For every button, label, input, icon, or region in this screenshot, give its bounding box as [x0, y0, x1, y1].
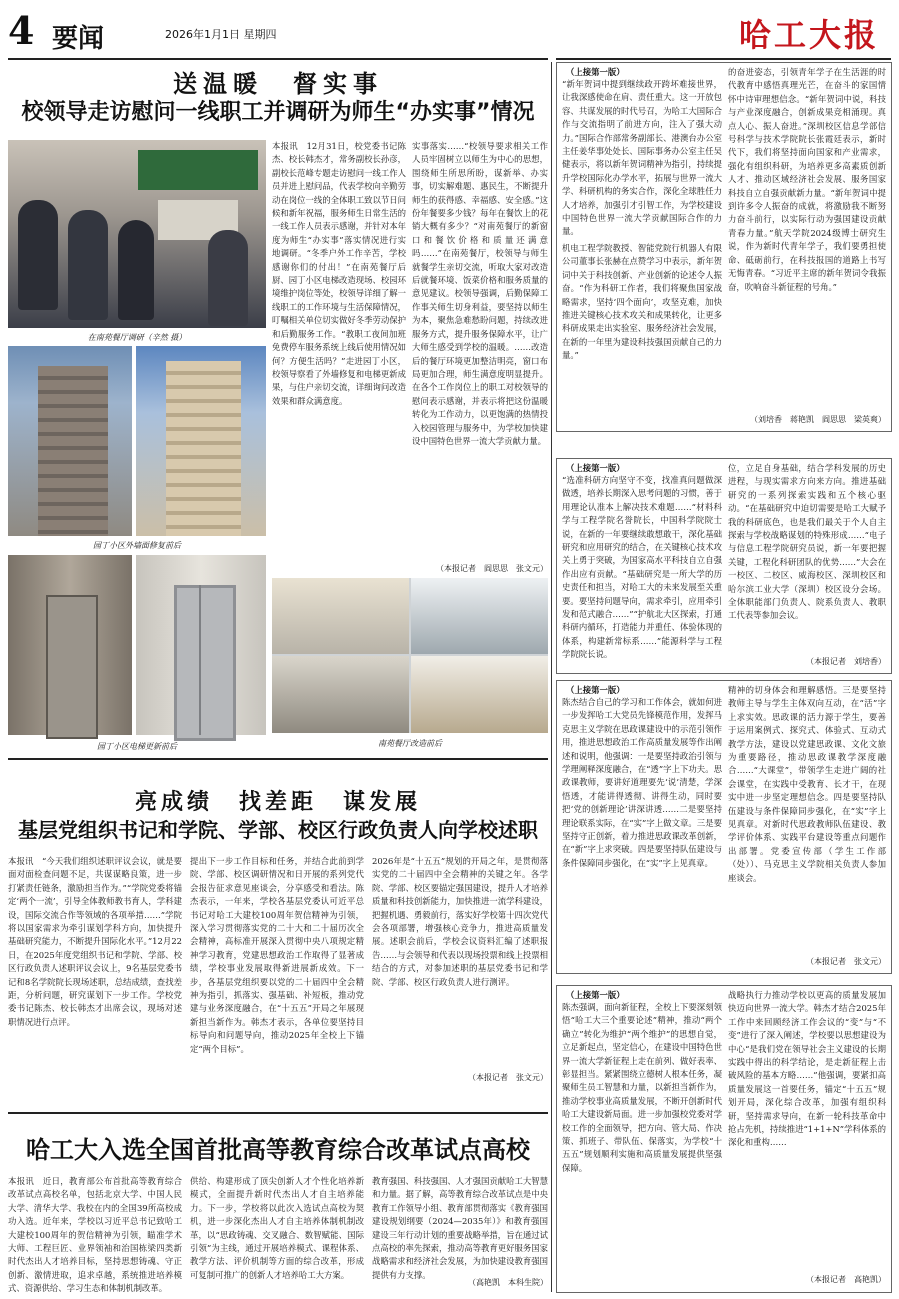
page-number: 4: [8, 8, 35, 53]
continued-label-1: （上接第一版）: [566, 67, 625, 77]
photo4-caption: 南苑餐厅改造前后: [378, 739, 442, 748]
photo-canteen-visit: [8, 140, 266, 328]
article2-col2: 提出下一步工作目标和任务，并结合此前到学院、学部、校区调研情况和日开展的系列党代会报告征求意见座谈会，分享感受和看法。陈杰表示，一年来，学校各基层党委认可近平总书记对哈工大建校100周年贺信精神为引领，深入学习贯彻落实党的二十大和二十届历次全会精神，高标准开展深入贯彻中央八项规定精神学习教育，党建思想政治工作取得了显著成绩，学校事业发展取得新进展新成效。下一步，各基层党组织要以党的二十届四中全会精神为指引，抓落实、强基础、补短板，推动党建与业务深度融合，在“十五五”开局之年展现新担当新作为。韩杰才表示，各单位要坚持目标导向和问题导向，推动2025年全校上下锚定“两个目标”。: [190, 856, 364, 1054]
article1-kicker: 送温暖 督实事: [173, 69, 383, 98]
photo-elevator-after: [136, 555, 266, 735]
photo2-caption: 园丁小区外墙面修复前后: [93, 541, 181, 550]
article3-headline: 哈工大入选全国首批高等教育综合改革试点高校: [26, 1136, 530, 1164]
article2-col1: 本报讯 “今天我们组织述职评议会议，就是要面对面检查问题不足，共谋谋略良策，进一步打紧责任链条，激励担当作为。”“学院党委将锚定‘两个一流’，引导全体教师教书育人，学科建设，国际交流合作等领域的各项举措……”学院将以国家需求为牵引谋划学科方向，加快提升基础研究能力，不断提升国际化水平。”12月22日，在2025年度党组织书记和学院、学部、校区行政负责人述职评议会议上，9名基层党委书记和8名学院院长现场述职，总结成绩，查找差距，分析问题，研究谋划下一步工作。学校党委书记陈杰、校长韩杰才出席会议，现场对述职情况进行点评。: [8, 856, 182, 1027]
box1-byline: （刘培香 蒋艳凯 阎思思 梁英爽）: [750, 415, 886, 424]
box2-byline: （本报记者 刘培香）: [806, 657, 886, 666]
article3-byline: （高艳凯 本科生院）: [468, 1278, 548, 1287]
photo3-caption: 园丁小区电梯更新前后: [97, 742, 177, 751]
issue-date: 2026年1月1日 星期四: [165, 28, 277, 41]
continued-label-3: （上接第一版）: [566, 685, 625, 695]
column-divider: [551, 62, 552, 1292]
article1-col2: 实事落实……“校领导要求相关工作人员牢固树立以师生为中心的思想，围绕师生所思所盼，谋新举、办实事，切实解难题、惠民生，不断提升师生的获得感、幸福感、安全感。”这份年餐要多少钱？每年在餐饮上的花销大概有多少？“对南苑餐厅的新窗口和餐饮价格和质量还满意吗……”在南苑餐厅，校领导与师生就餐学生亲切交流，听取大家对改造后就餐环境、饭菜价格和服务质量的意见建议。校领导强调，后勤保障工作事关师生切身利益，要坚持以师生为本，聚焦急难愁盼问题，持续改进服务方式，提升服务保障水平，让广大师生感受到学校的温暖。……改造后的餐厅环境更加整洁明亮，窗口布局更加合理，师生满意度明显提升。在各个工作岗位上的职工对校领导的慰问表示感谢，并表示将把这份温暖转化为工作动力，以更饱满的热情投入校园管理与服务中，为学校加快建设中国特色世界一流大学贡献力量。: [412, 141, 548, 446]
continued-label-2: （上接第一版）: [566, 463, 625, 473]
divider: [8, 758, 548, 760]
article2-kicker: 亮成绩 找差距 谋发展: [134, 789, 421, 815]
article2-headline: 基层党组织书记和学院、学部、校区行政负责人向学校述职: [18, 818, 538, 842]
photo-building-after: [136, 346, 266, 536]
article1-col1: 本报讯 12月31日，校党委书记陈杰、校长韩杰才，常务副校长孙彦，副校长范峰专题走访慰问一线工作人员并进上慰问品，代表学校向辛勤劳动在岗位一线的全体职工致以节日问候和新年祝福，服务师生日常生活的一线工作人员表示感谢，并针对本年度为师生“办实事”落实情况进行实地调研。“冬季户外工作辛苦，学校感谢你们的付出！”在南苑餐厅后厨、园丁小区电梯改造现场、校园环境维护岗位等处，校领导详细了解一线职工的工作环境与生活保障情况，叮嘱相关单位切实做好冬季劳动保护和后勤服务工作。“教职工夜间加班免费停车服务系统上线后使用情况如何？方便生活吗？”走进园丁小区，校领导察看了外墙修复和电梯更新成果，与住户亲切交流，详细询问改造效果和群众满意度。: [272, 141, 406, 406]
article3-col2: 供给、构建形成了顶尖创新人才个性化培养新模式，全面提升新时代杰出人才自主培养能力。下一步，学校将以此次入选试点高校为契机，进一步深化杰出人才自主培养体制机制改革，以“思政铸魂、交叉融合、数智赋能、国际引领”为主线，通过开展培养模式、课程体系、教学方法、评价机制等方面的综合改革，形成可复制可推广的创新人才培养哈工大方案。: [190, 1176, 364, 1280]
article1-byline: （本报记者 阎思思 张文元）: [436, 564, 548, 573]
box4-col1: 陈杰强调，面向新征程，全校上下要深刻领悟“哈工大三个重要论述”精神，推动“两个确立”转化为维护“两个维护”的思想自觉，立足新起点，坚定信心，在建设中国特色世界一流大学新征程上走在前列、做好表率、彰显担当。紧紧围绕立德树人根本任务，凝聚师生员工智慧和力量，以新担当新作为，推动学校事业高质量发展，不断开创新时代哈工大建设新局面。进一步加强校党委对学校工作的全面领导，把方向、管大局、作决策、抓班子、带队伍、保落实，为学校“十五五”规划顺利实施和高质量发展提供坚强保障。: [562, 1002, 722, 1173]
article2-byline: （本报记者 张文元）: [468, 1073, 548, 1082]
photo-canteen-renovation: [272, 578, 548, 733]
photo1-caption: 在南苑餐厅调研（辛然 摄）: [87, 333, 187, 342]
section-title: 要闻: [52, 24, 105, 54]
box3-col1: 陈杰结合自己的学习和工作体会，就如何进一步发挥哈工大党员先锋模范作用，发挥马克思主义学院在思政课建设中的示范引领作用，推进思想政治工作高质量发展等作出阐述和说明，他强调：一是要坚持政治引领与学理阐释深度融合，在“透”字上下功夫。思政课教师，要讲好道理要先‘说’清楚，学深悟透，才能讲得透彻、讲得生动，同时要把‘党的创新理论’讲深讲透……二是要坚持理论联系实际，在“实”字上做文章。三是要坚持守正创新，着力推进思政课改革创新，在“新”字上求突破。四是要坚持队伍建设与条件保障同步强化，在“实”字上见真章。: [562, 697, 722, 868]
box4-col2: 战略执行力推动学校以更高的质量发展加快迈向世界一流大学。韩杰才结合2025年工作中来回顾经济工作会议的“变”与“不变”进行了深入阐述，学校要以思想建设为中心“是我们党在领导社会主义建设的长期实践中得出的科学结论，是走新征程上击破风险的基本方略……”他强调，要紧扣高质量发展这一首要任务，锚定“十五五”规划开局，深化综合改革，加强有组织科研，坚持需求导向，在新一轮科技革命中抢占先机，持续推进“1+1+N”学科体系的深化和重构……: [728, 990, 886, 1148]
box2-col1: “选准科研方向坚守不变，找准真问题做深做透，培养长期深入思考问题的习惯，善于用理论认准本上解决技术难题……“材料科学与工程学院名誉院长，中国科学院院士说，在新的一年要继续敢想敢干，深化基础研究和应用研究的结合，在关键核心技术攻关上勇于突破，为国家高水平科技自立自强作出应有贡献。“基础研究是一所大学的历史责任和担当，对哈工大的未来发展至关重要。要坚持问题导向，需求牵引，应用牵引发和范式融合……”“护航北大区探索，打通科研内循环，打造能力并重任、体验体现的体系，构建新常标系……”能源科学与工程学院院长说。: [562, 475, 722, 660]
header-rule: [8, 58, 548, 60]
box1-col2: 的奋进姿态，引领青年学子在生活涯的时代教育中感悟真理光芒，在奋斗的家国情怀中诗审理想信念。“新年贺词中说，科技与产业深度融合，创新成果竞相涌现。真点人心、振人奋进。”深圳校区信息学部信号科学与技术学院院长张霞廷表示，新时代下，我们将坚持面向国家和产业需求，强化有组织科研，为培养更多高素质创新人才、推动区域经济社会发展、服务国家科技自立自强贡献新力量。“新年贺词中提到许多令人振奋的成就，将激励我不断努力奋斗前行，以实际行动为强国建设贡献青春力量。”航天学院2024级博士研究生说，作为新时代青年学子，我们要勇担使命、砥砺前行，在科技报国的道路上书写无悔青春。“习近平主席的新年贺词令我振奋，吹响奋斗新征程的号角。”: [728, 67, 886, 292]
paper-logo: 哈工大报: [738, 16, 879, 54]
box1-col1b: 机电工程学院教授、智能党院行机器人有限公司董事长张赫在点赞学习中表示，新年贺词中关于科技创新、产业创新的论述令人振奋。“作为科研工作者，我们将聚焦国家战略需求，坚持‘四个面向’，攻坚克难，加快推进关键核心技术攻关和成果转化，让更多科研成果走出实验室、服务经济社会发展，在新的一年里为建设科技强国贡献自己的力量。”: [562, 243, 722, 361]
box1-col1a: “新年贺词中提到继续政开跨坏难接世界，让我深感使命在肩、责任重大。这一开放包容、共谋发展的时代号召，为哈工大国际合作与交流指明了前进方向，注入了强大动力。”国际合作部常务副部长、港澳台办公室主任姜华事处处长、国际事务办公室主任吴健表示，将以新年贺词精神为指引，持续提升学校国际化办学水平，拓展与世界一流大学、科研机构的务实合作，深化全球胜任力人才培养，加强引才引智工作，为学校建设中国特色世界一流大学贡献国际合作的力量。: [562, 79, 722, 237]
article1-headline: 校领导走访慰问一线职工并调研为师生“办实事”情况: [21, 100, 535, 125]
photo-building-before: [8, 346, 132, 536]
article2-col3: 2026年是“十五五”规划的开局之年，是贯彻落实党的二十届四中全会精神的关键之年。各学院、学部、校区要锚定强国建设，提升人才培养质量和科技创新能力，加快推进一流学科建设，把握机遇、勇毅前行，落实好学校第十四次党代会各项部署，增强核心竞争力，推进高质量发展。述职会前后，学校会议资料汇编了述职报告……与会领导和代表以现场投票和线上投票相结合的方式，对参加述职的基层党委书记和学院、学部、校区行政负责人进行测评。: [372, 856, 548, 987]
article3-col1: 本报讯 近日，教育部公布首批高等教育综合改革试点高校名单，包括北京大学、中国人民大学、清华大学、我校在内的全国39所高校成功入选。近年来，学校以习近平总书记致哈工大建校100周年的贺信精神为引领，瞄准学术大师、工程巨匠、业界领袖和治国栋梁四类新时代杰出人才培养目标，坚持思想铸魂、守正创新、激情进取，追求卓越，系统推进培养模式、资源供给、学习生态和体制机制改革。: [8, 1176, 182, 1294]
continued-label-4: （上接第一版）: [566, 990, 625, 1000]
box2-col2: 位，立足自身基础，结合学科发展的历史进程，与现实需求方向来方向。推进基础研究的一系列探索实践和五个核心驱动。“在基础研究中迫切需要是哈工大赋予我的科研底色，也是我们最关于个人自主探索与学校战略谋划的特殊形成……“电子与信息工程学院研究员说，新一年要把握关键，工程化科研团队的优势……”大会在一校区、二校区、威海校区、深圳校区和哈尔滨工业大学（深圳）校区设分会场。全体职能部门负责人、院系负责人、教职工代表等参加会议。: [728, 463, 886, 621]
article3-col3: 教育强国、科技强国、人才强国贡献哈工大智慧和力量。据了解，高等教育综合改革试点是中央教育工作领导小组、教育部贯彻落实《教育强国建设规划纲要（2024—2035年）》和教育强国建设三年行动计划的重要战略举措，旨在通过试点高校的率先探索，推动高等教育更好服务国家战略需求和经济社会发展，为加快建设教育强国提供有力支撑。: [372, 1176, 548, 1280]
box4-byline: （本报记者 高艳凯）: [806, 1275, 886, 1284]
photo-elevator-before: [8, 555, 132, 735]
box3-col2: 精神的切身体会和理解感悟。三是要坚持教师主导与学生主体双向互动，在“活”字上求实效。思政课的活力源于学生，要善于运用案例式、探究式、体验式、互动式教学方法，建设以党建思政课、文化文旅为重要路径，推动思政课教学深度融合……“大课堂”，带领学生走进广阔的社会课堂，在实践中受教育、长才干，在现实中进一步坚定理想信念。四是要坚持队伍建设与条件保障同步强化，在“实”字上见真章。对新时代思政教师队伍建设、教学评价体系、实践平台建设等重点问题作出部署。党委宣传部（学生工作部（处））、马克思主义学院相关负责人参加座谈会。: [728, 685, 886, 883]
divider-2: [8, 1112, 548, 1114]
header-rule-right: [556, 58, 891, 60]
box3-byline: （本报记者 张文元）: [806, 957, 886, 966]
